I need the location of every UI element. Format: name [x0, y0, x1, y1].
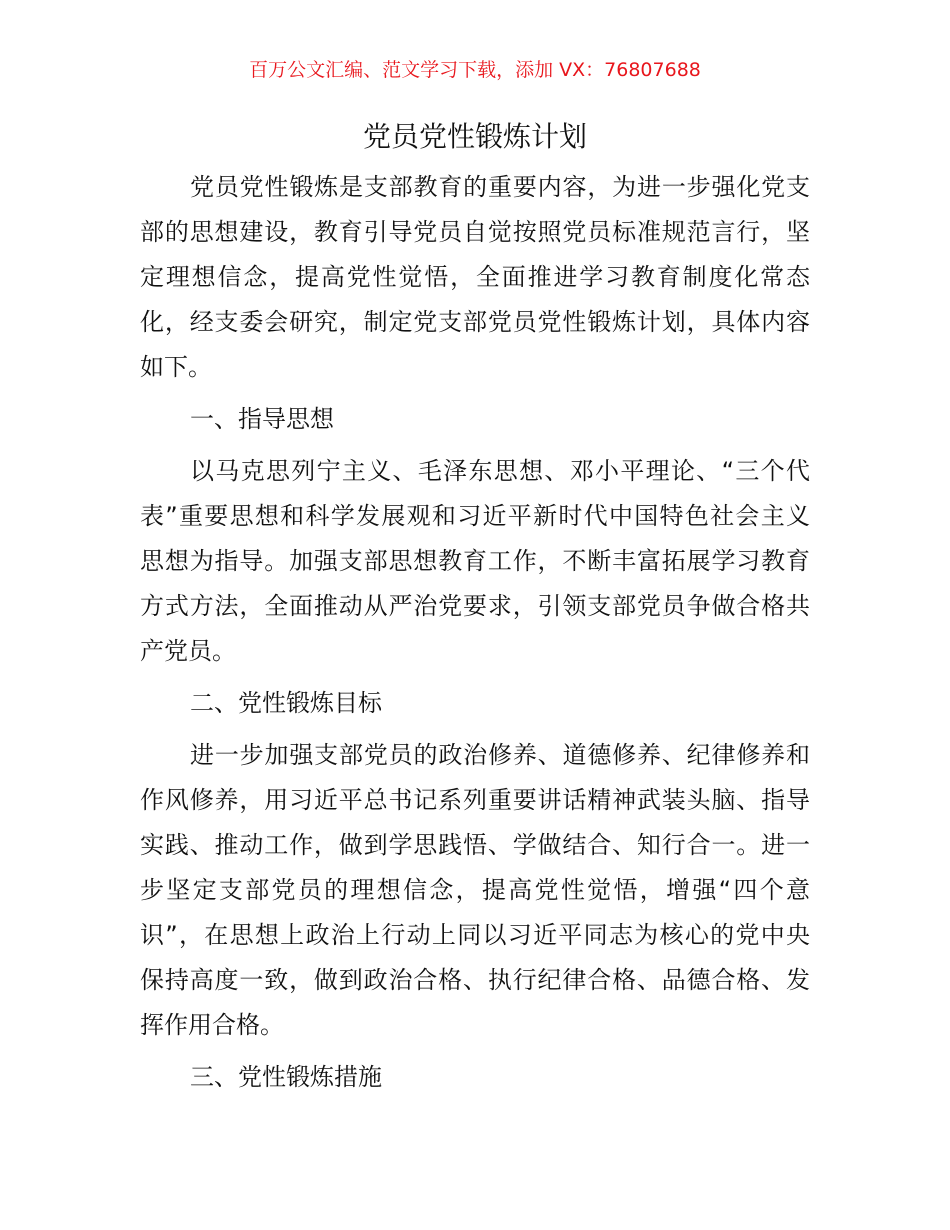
watermark-banner: 百万公文汇编、范文学习下载，添加 VX：76807688	[249, 59, 701, 81]
paragraph	[140, 165, 810, 390]
text-line: 如下。	[140, 353, 212, 381]
text-line: 进一步加强支部党员的政治修养、道德修养、纪律修养和	[190, 741, 810, 769]
paragraph	[140, 733, 810, 1048]
text-line: 部的思想建设，教育引导党员自觉按照党员标准规范言行，坚	[140, 218, 810, 246]
text-line: 一、指导思想	[190, 405, 334, 433]
text-line: 实践、推动工作，做到学思践悟、学做结合、知行合一。进一	[140, 831, 810, 859]
text-line: 表”重要思想和科学发展观和习近平新时代中国特色社会主义	[140, 502, 810, 530]
text-line: 化，经支委会研究，制定党支部党员党性锻炼计划，具体内容	[140, 308, 810, 336]
text-line: 二、党性锻炼目标	[190, 689, 382, 717]
text-line: 保持高度一致，做到政治合格、执行纪律合格、品德合格、发	[140, 966, 810, 994]
text-line: 思想为指导。加强支部思想教育工作，不断丰富拓展学习教育	[140, 547, 810, 575]
document-body	[140, 165, 810, 1107]
text-line: 方式方法，全面推动从严治党要求，引领支部党员争做合格共	[140, 592, 810, 620]
paragraph	[140, 449, 810, 674]
text-line: 三、党性锻炼措施	[190, 1063, 382, 1091]
document-title: 党员党性锻炼计划	[362, 120, 587, 153]
section-heading	[140, 397, 810, 442]
section-heading	[140, 1055, 810, 1100]
text-line: 挥作用合格。	[140, 1011, 284, 1039]
text-line: 产党员。	[140, 637, 236, 665]
text-line: 定理想信念，提高党性觉悟，全面推进学习教育制度化常态	[140, 263, 810, 291]
text-line: 以马克思列宁主义、毛泽东思想、邓小平理论、“三个代	[190, 457, 810, 485]
text-line: 党员党性锻炼是支部教育的重要内容，为进一步强化党支	[190, 173, 810, 201]
section-heading	[140, 681, 810, 726]
text-line: 步坚定支部党员的理想信念，提高党性觉悟，增强“四个意	[140, 876, 810, 904]
text-line: 作风修养，用习近平总书记系列重要讲话精神武装头脑、指导	[140, 786, 810, 814]
text-line: 识”，在思想上政治上行动上同以习近平同志为核心的党中央	[140, 921, 810, 949]
